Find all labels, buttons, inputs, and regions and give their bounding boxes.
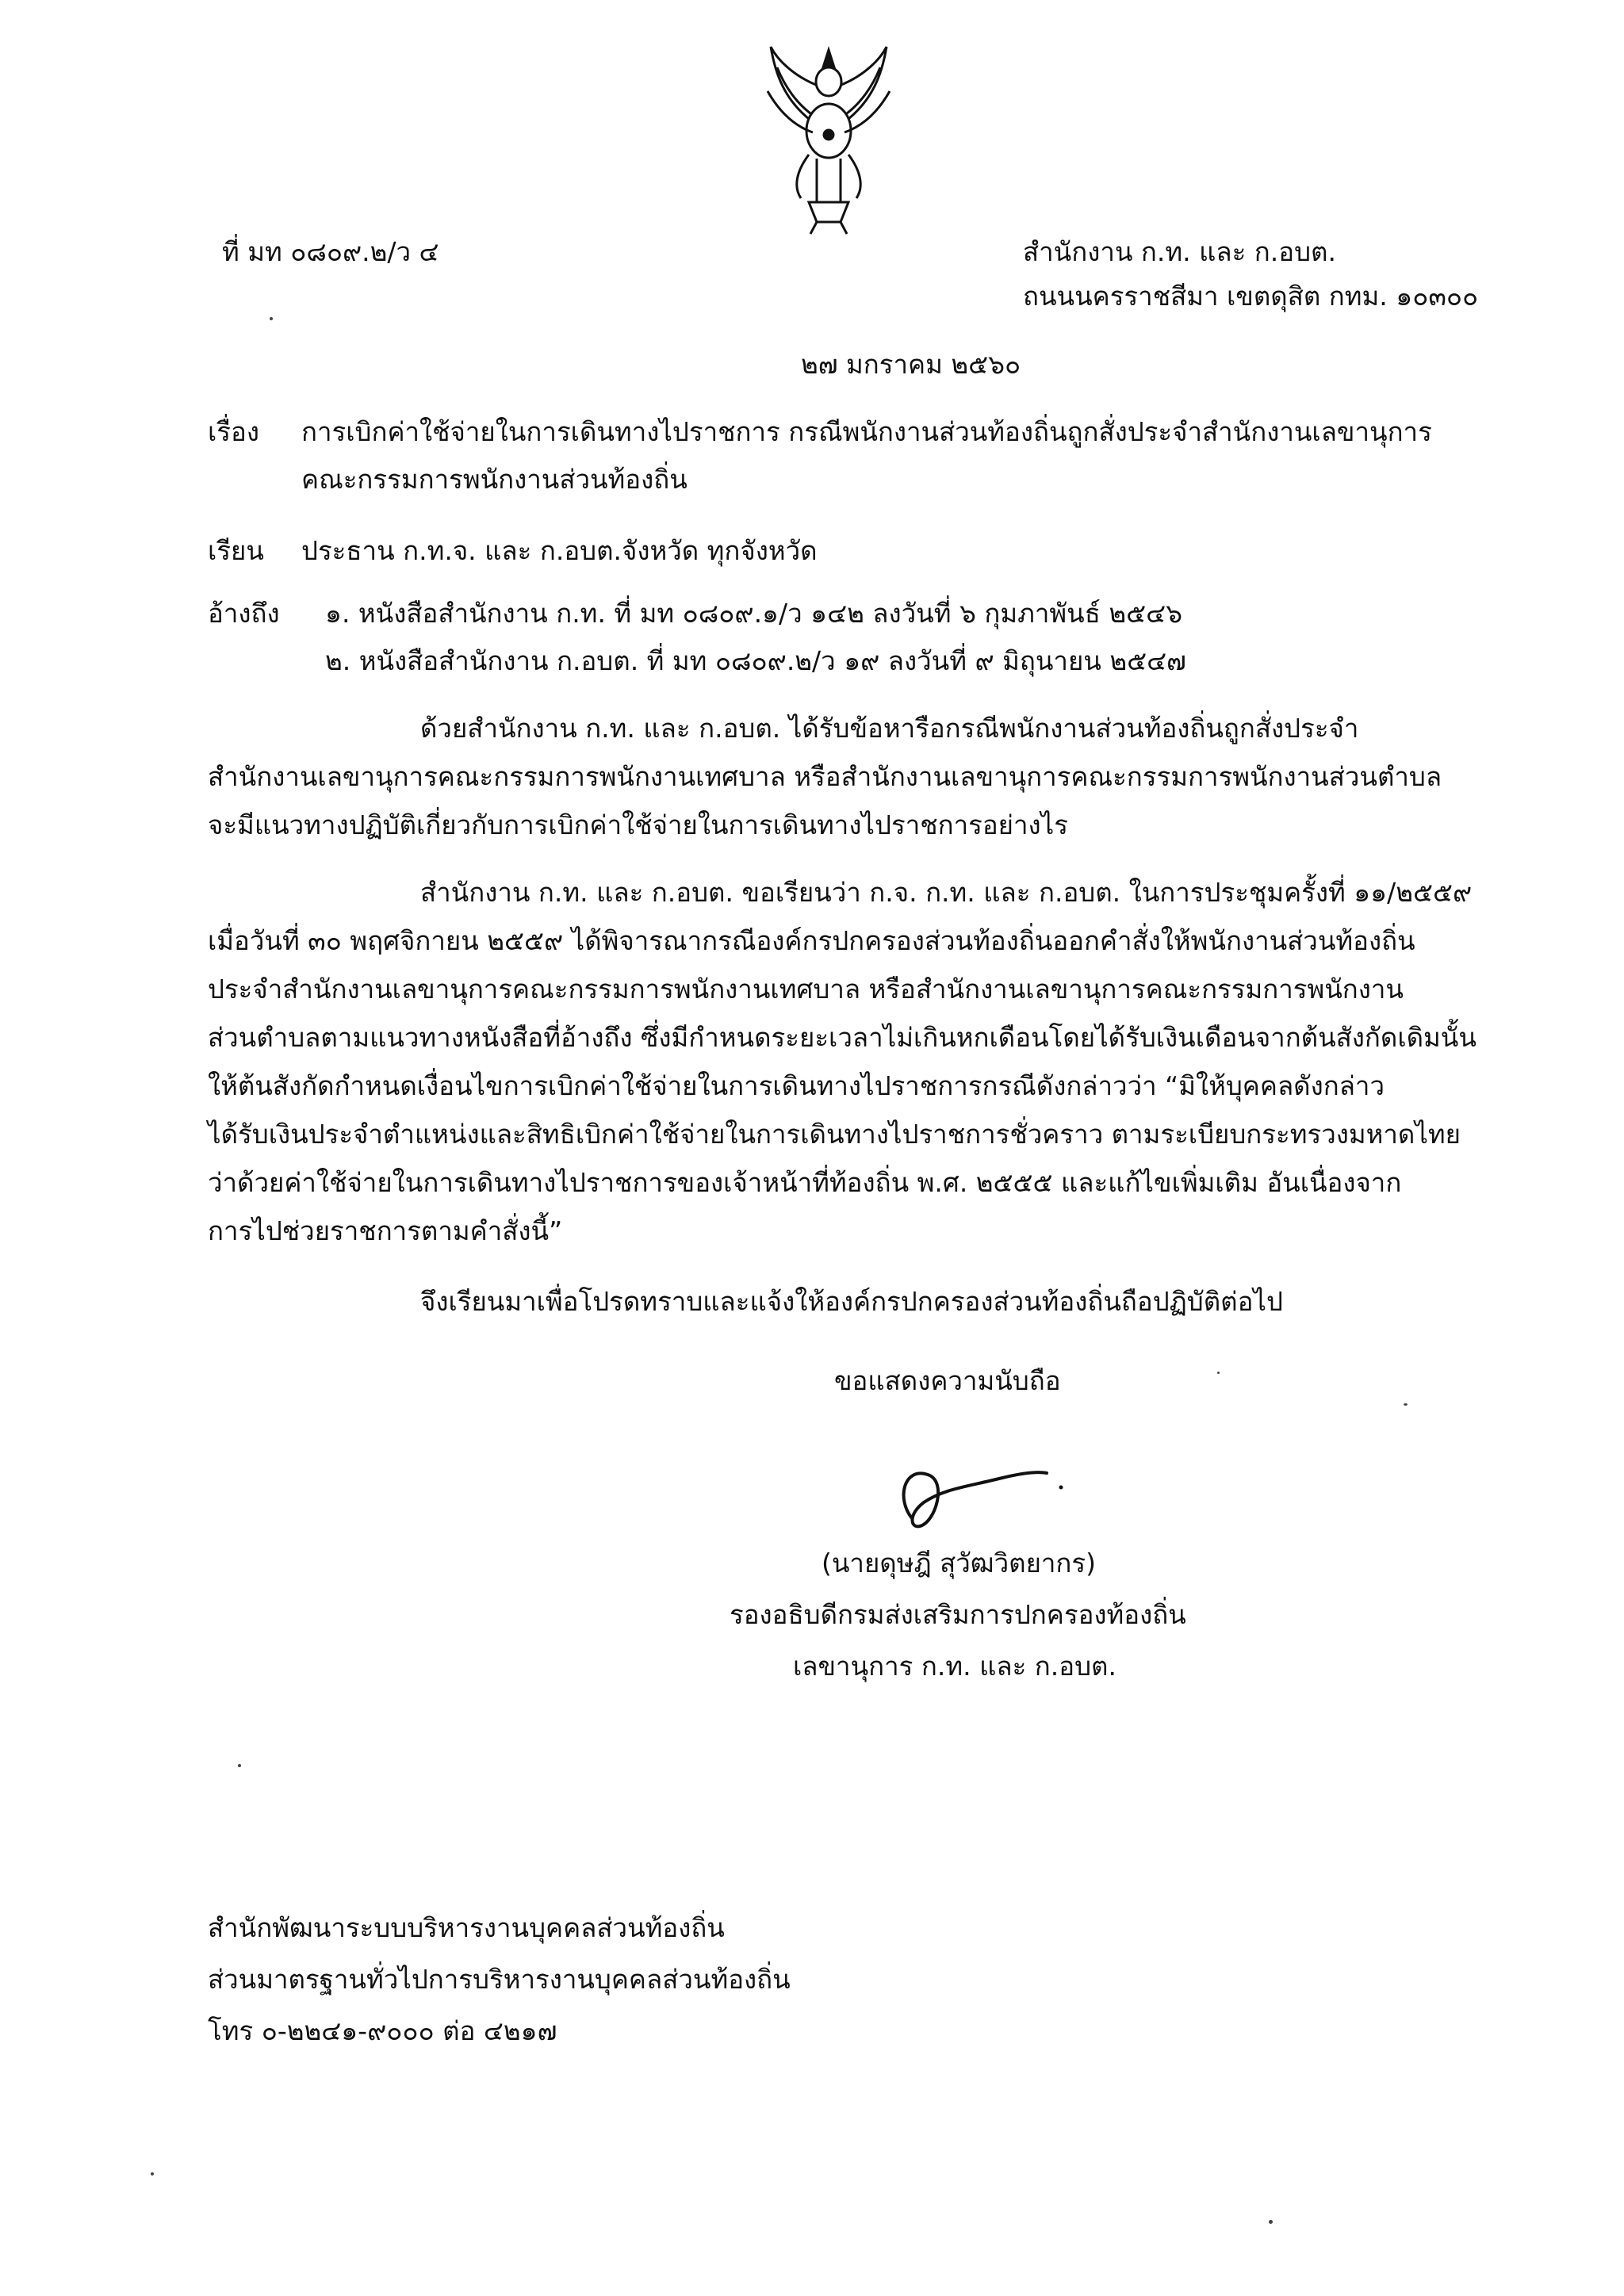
body-para2-line: ได้รับเงินประจำตำแหน่งและสิทธิเบิกค่าใช้จ่ายในการเดินทางไปราชการชั่วคราว ตามระเบียบกระทรวงมหาดไทย [208, 1119, 1461, 1150]
handwritten-signature [880, 1443, 1086, 1538]
closing-salutation: ขอแสดงความนับถือ [834, 1365, 1061, 1396]
signer-position-1: รองอธิบดีกรมส่งเสริมการปกครองท้องถิ่น [730, 1599, 1186, 1630]
office-name: สำนักงาน ก.ท. และ ก.อบต. [1023, 236, 1336, 267]
body-para2-line: สำนักงาน ก.ท. และ ก.อบต. ขอเรียนว่า ก.จ. ก.ท. และ ก.อบต. ในการประชุมครั้งที่ ๑๑/๒๕๕๙ [420, 877, 1473, 908]
body-para1-line: จะมีแนวทางปฏิบัติเกี่ยวกับการเบิกค่าใช้จ่ายในการเดินทางไปราชการอย่างไร [208, 809, 1068, 840]
office-address: ถนนนครราชสีมา เขตดุสิต กทม. ๑๐๓๐๐ [1023, 281, 1479, 312]
body-para1-line: ด้วยสำนักงาน ก.ท. และ ก.อบต. ได้รับข้อหารือกรณีพนักงานส่วนท้องถิ่นถูกสั่งประจำ [420, 713, 1359, 744]
body-para3: จึงเรียนมาเพื่อโปรดทราบและแจ้งให้องค์กรปกครองส่วนท้องถิ่นถือปฏิบัติต่อไป [420, 1286, 1283, 1317]
scan-speck [1404, 1403, 1408, 1406]
body-para1-line: สำนักงานเลขานุการคณะกรรมการพนักงานเทศบาล หรือสำนักงานเลขานุการคณะกรรมการพนักงานส่วนตำบล [208, 761, 1442, 792]
body-para2-line: ให้ต้นสังกัดกำหนดเงื่อนไขการเบิกค่าใช้จ่ายในการเดินทางไปราชการกรณีดังกล่าวว่า “มิให้บุคคลดังกล่าว [208, 1070, 1385, 1101]
subject-label: เรื่อง [208, 416, 259, 447]
reference-label: อ้างถึง [208, 598, 280, 629]
document-number: ที่ มท ๐๘๐๙.๒/ว ๔ [222, 236, 439, 267]
scan-speck [1217, 1372, 1220, 1374]
footer-division: ส่วนมาตรฐานทั่วไปการบริหารงานบุคคลส่วนท้องถิ่น [208, 1964, 791, 1995]
document-date: ๒๗ มกราคม ๒๕๖๐ [801, 349, 1021, 380]
body-para2-line: การไปช่วยราชการตามคำสั่งนี้” [208, 1215, 563, 1246]
body-para2-line: เมื่อวันที่ ๓๐ พฤศจิกายน ๒๕๕๙ ได้พิจารณากรณีองค์กรปกครองส่วนท้องถิ่นออกคำสั่งให้พนักงานส่วนท้องถิ่น [208, 925, 1415, 956]
body-para2-line: ส่วนตำบลตามแนวทางหนังสือที่อ้างถึง ซึ่งมีกำหนดระยะเวลาไม่เกินหกเดือนโดยได้รับเงินเดือนจากต้นสังกัดเดิมนั้น [208, 1022, 1477, 1053]
scan-speck [151, 2172, 154, 2175]
subject-line-2: คณะกรรมการพนักงานส่วนท้องถิ่น [301, 464, 688, 495]
garuda-emblem [761, 44, 896, 238]
reference-item: ๒. หนังสือสำนักงาน ก.อบต. ที่ มท ๐๘๐๙.๒/ว ๑๙ ลงวันที่ ๙ มิถุนายน ๒๕๔๗ [325, 645, 1186, 676]
footer-department: สำนักพัฒนาระบบบริหารงานบุคคลส่วนท้องถิ่น [208, 1912, 725, 1943]
scan-speck [1269, 2220, 1273, 2224]
subject-line-1: การเบิกค่าใช้จ่ายในการเดินทางไปราชการ กรณีพนักงานส่วนท้องถิ่นถูกสั่งประจำสำนักงานเลขานุการ [301, 416, 1432, 447]
signer-name: (นายดุษฎี สุวัฒวิตยากร) [822, 1548, 1097, 1578]
body-para2-line: ว่าด้วยค่าใช้จ่ายในการเดินทางไปราชการของเจ้าหน้าที่ท้องถิ่น พ.ศ. ๒๕๕๕ และแก้ไขเพิ่มเติม อันเนื่องจาก [208, 1167, 1402, 1198]
to-value: ประธาน ก.ท.จ. และ ก.อบต.จังหวัด ทุกจังหวัด [301, 535, 818, 566]
scan-speck [270, 317, 273, 320]
to-label: เรียน [208, 535, 264, 566]
signer-position-2: เลขานุการ ก.ท. และ ก.อบต. [793, 1651, 1116, 1682]
footer-phone: โทร ๐-๒๒๔๑-๙๐๐๐ ต่อ ๔๒๑๗ [208, 2015, 557, 2046]
body-para2-line: ประจำสำนักงานเลขานุการคณะกรรมการพนักงานเทศบาล หรือสำนักงานเลขานุการคณะกรรมการพนักงาน [208, 974, 1404, 1004]
scan-speck [238, 1764, 241, 1767]
reference-item: ๑. หนังสือสำนักงาน ก.ท. ที่ มท ๐๘๐๙.๑/ว ๑๔๒ ลงวันที่ ๖ กุมภาพันธ์ ๒๕๔๖ [325, 598, 1183, 629]
